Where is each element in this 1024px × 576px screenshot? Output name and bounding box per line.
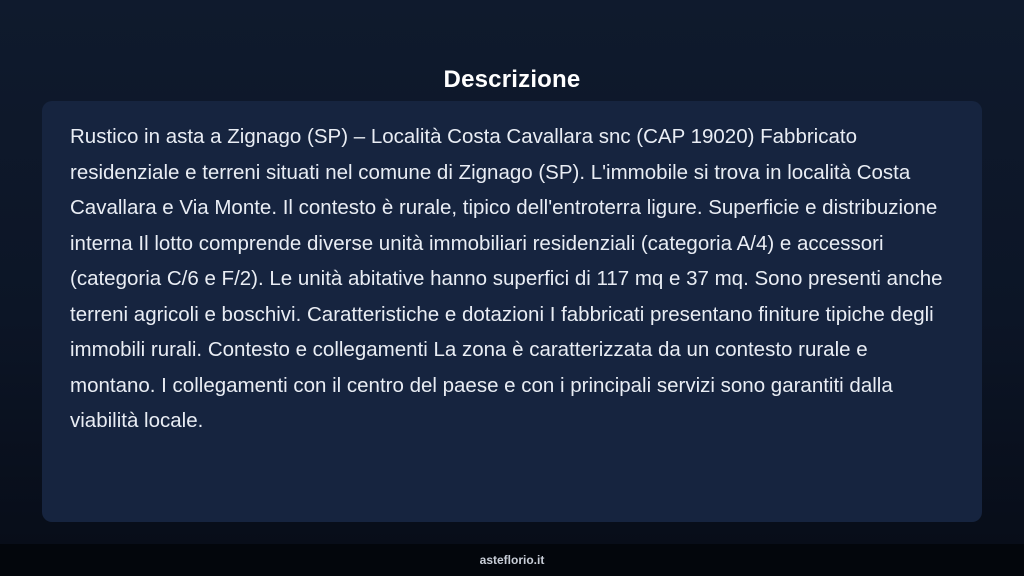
page-title: Descrizione <box>443 66 581 94</box>
description-card <box>42 101 982 522</box>
description-text: Rustico in asta a Zignago (SP) – Località Costa Cavallara snc (CAP 19020) Fabbricato residenziale e terreni situati nel comune di Zignago (SP). L'immobile si trova in località Costa Cavallara e Via Monte. Il contesto è rurale, tipico dell'entroterra ligure. Superficie e distribuzione interna Il lotto comprende diverse unità immobiliari residenziali (categoria A/4) e accessori (categoria C/6 e F/2). Le unità abitative hanno superfici di 117 mq e 37 mq. Sono presenti anche terreni agricoli e boschivi. Caratteristiche e dotazioni I fabbricati presentano finiture tipiche degli immobili rurali. Contesto e collegamenti La zona è caratterizzata da un contesto rurale e montano. I collegamenti con il centro del paese e con i principali servizi sono garantiti dalla viabilità locale. <box>70 125 943 432</box>
footer-bar <box>0 544 1024 576</box>
footer-brand: asteflorio.it <box>479 553 545 567</box>
